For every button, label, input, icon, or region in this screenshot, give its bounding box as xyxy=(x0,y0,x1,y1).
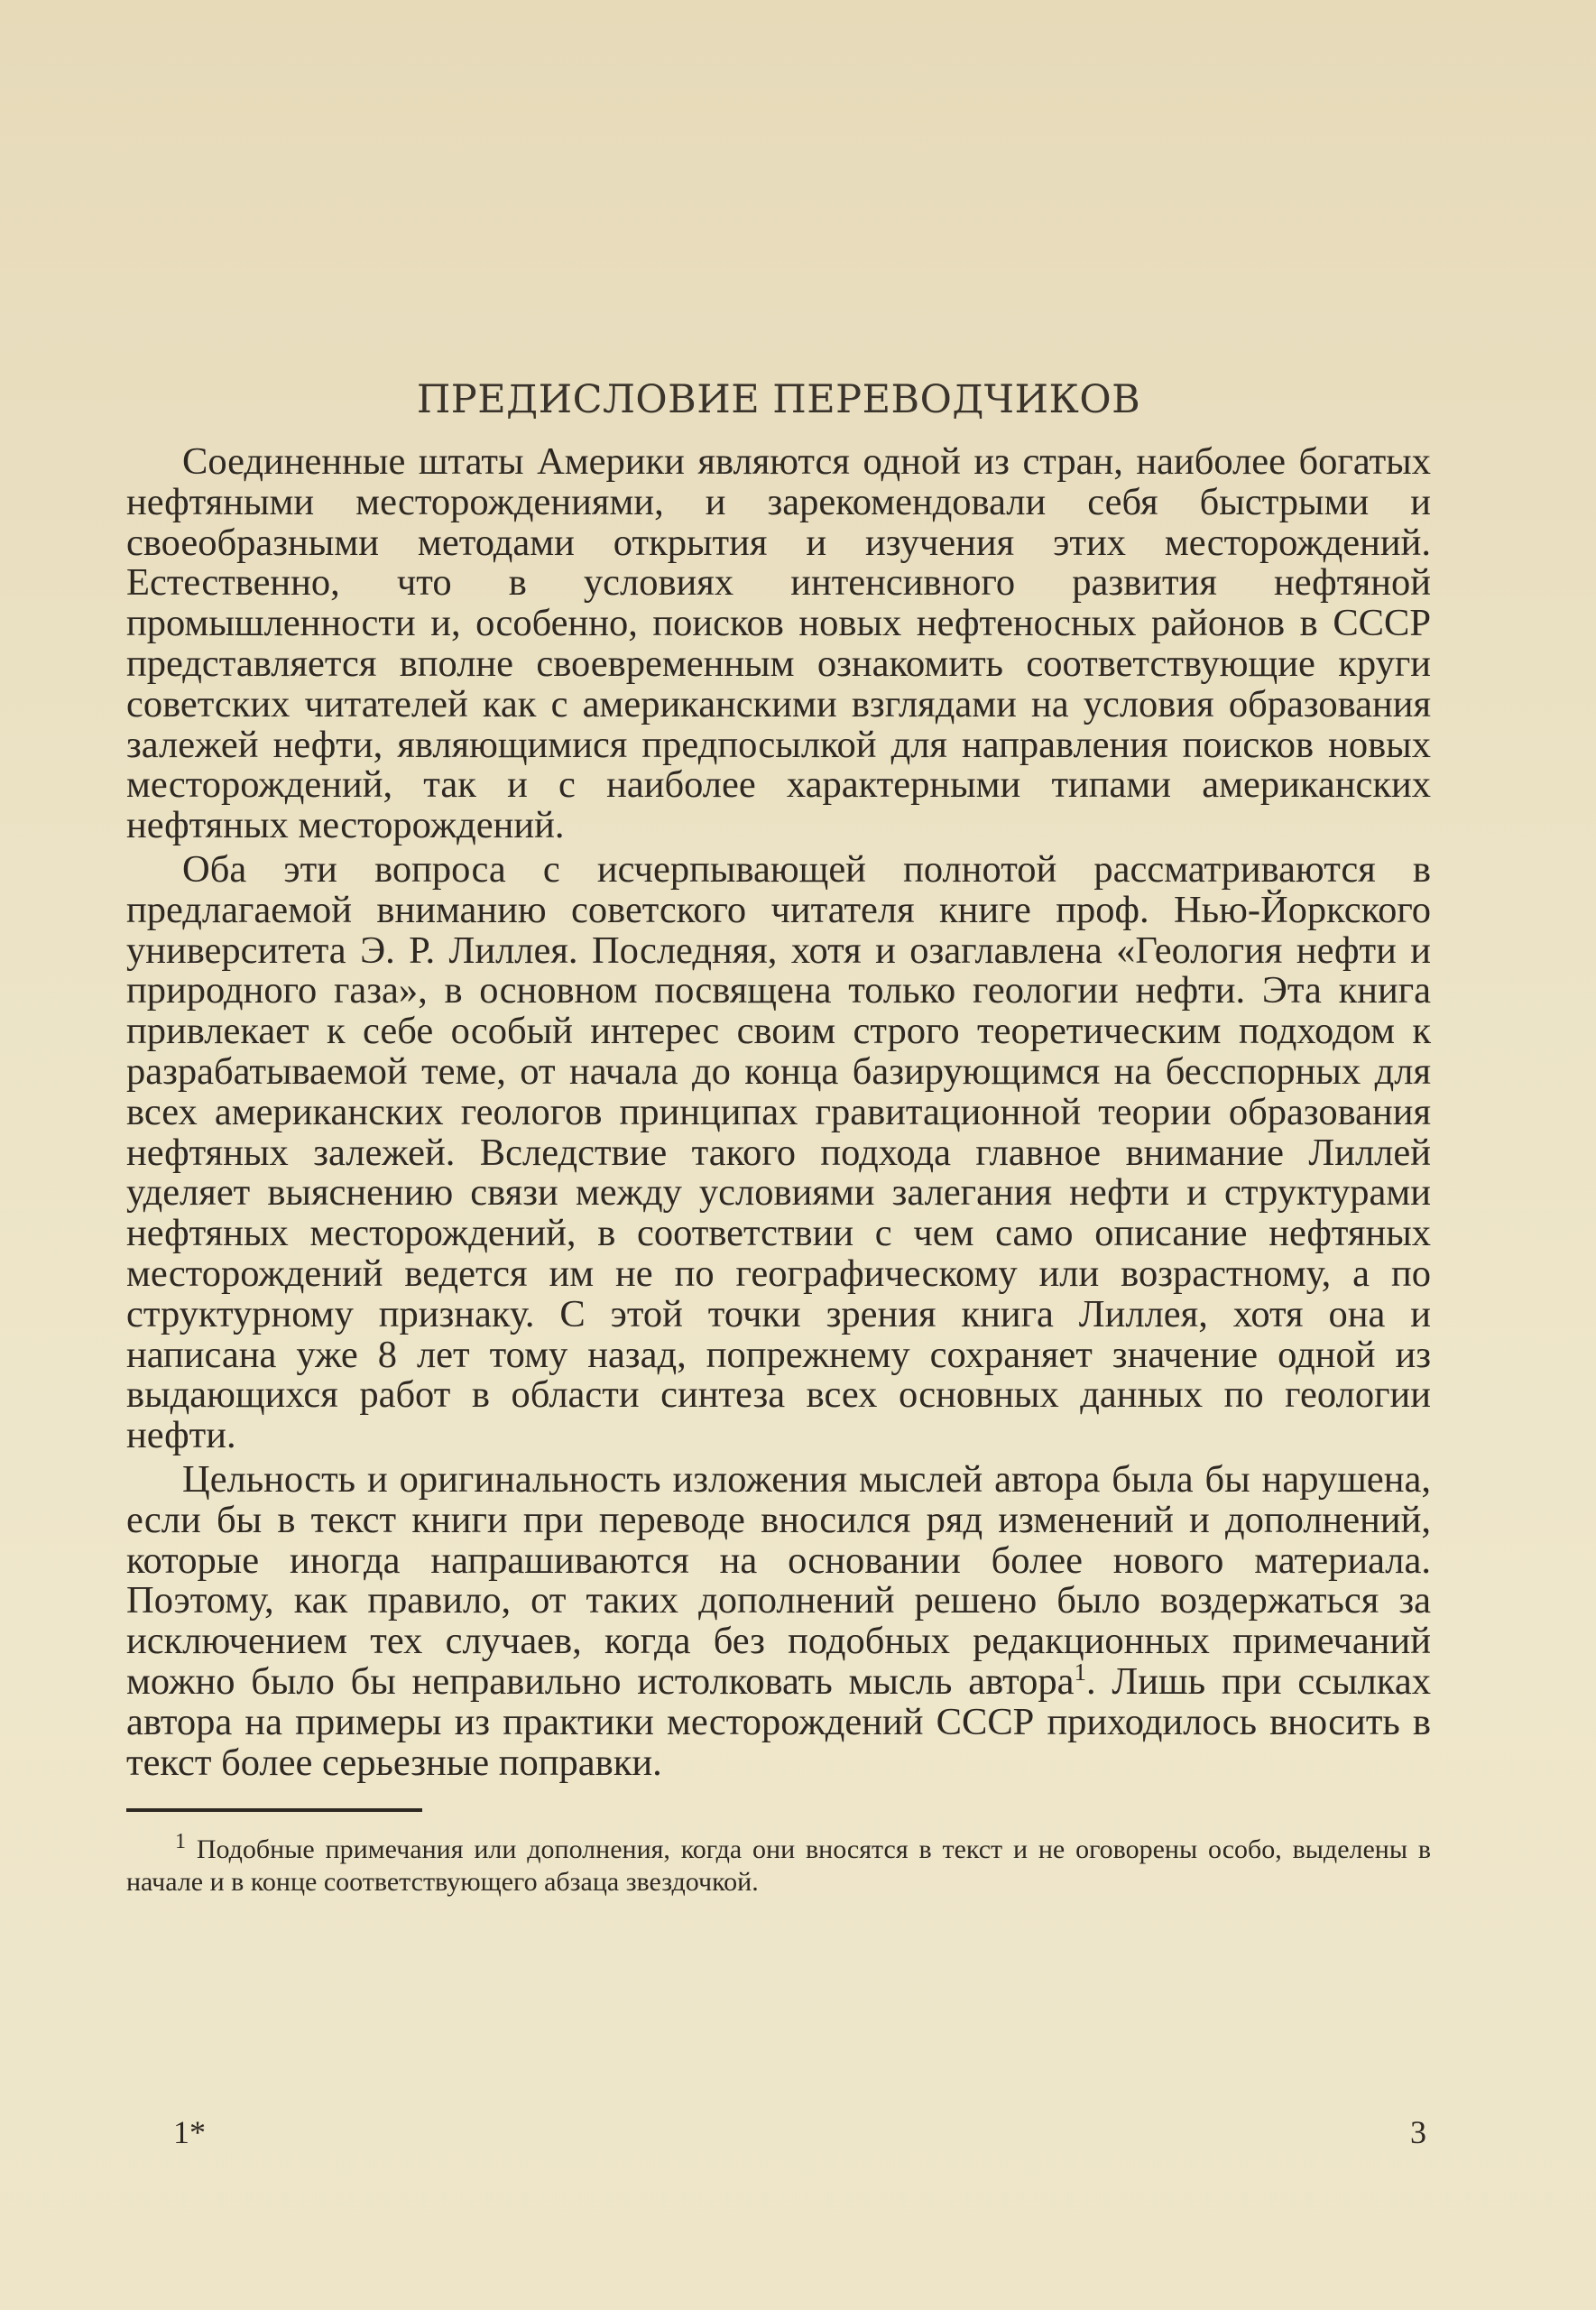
footnote xyxy=(126,1830,1432,1899)
footnote-number: 1 xyxy=(175,1830,186,1854)
footnote-reference[interactable]: 1 xyxy=(1074,1658,1086,1686)
page-number: 3 xyxy=(1410,2114,1426,2150)
page-content xyxy=(126,377,1431,1899)
paragraph-3-end: . Лишь при ссылках автора на примеры из практики месторождений СССР приходилось вносить в текст более серьезные поправки. xyxy=(126,1659,1431,1784)
paragraph-3 xyxy=(126,1457,1431,1784)
footnote-text: Подобные примечания или дополнения, когда они вносятся в текст и не оговорены особо, выделены в начале и в конце соответствующего абзаца звездочкой. xyxy=(126,1834,1432,1898)
paragraph-1: Соединенные штаты Америки являются одной из стран, наиболее богатых нефтяными месторождениями, и зарекомендовали себя быстрыми и своеобразными методами открытия и изучения этих месторождений. Естественно, что в условиях интенсивного развития нефтяной промышленности и, особенно, поисков новых нефтеносных районов в СССР представляется вполне своевременным ознакомить соответствующие круги советских читателей как с американскими взглядами на условия образования залежей нефти, являющимися предпосылкой для направления поисков новых месторождений, так и с наиболее характерными типами американских нефтяных месторождений. xyxy=(126,440,1431,847)
signature-mark: 1* xyxy=(173,2114,206,2150)
paragraph-3-text: Цельность и оригинальность изложения мыслей автора была бы нарушена, если бы в текст книги при переводе вносился ряд изменений и дополнений, которые иногда напрашиваются на основании более нового материала. Поэтому, как правило, от таких дополнений решено было воздержаться за исключением тех случаев, когда без подобных редакционных примечаний можно было бы неправильно истолковать мысль автора xyxy=(126,1457,1431,1703)
page-title: ПРЕДИСЛОВИЕ ПЕРЕВОДЧИКОВ xyxy=(416,377,1141,422)
paragraph-2: Оба эти вопроса с исчерпывающей полнотой рассматриваются в предлагаемой вниманию советского читателя книге проф. Нью-Йоркского университета Э. Р. Лиллея. Последняя, хотя и озаглавлена «Геология нефти и природного газа», в основном посвящена только геологии нефти. Эта книга привлекает к себе особый интерес своим строго теоретическим подходом к разрабатываемой теме, от начала до конца базирующимся на бесспорных для всех американских геологов принципах гравитационной теории образования нефтяных залежей. Вследствие такого подхода главное внимание Лиллей уделяет выяснению связи между условиями залегания нефти и структурами нефтяных месторождений, в соответствии с чем само описание нефтяных месторождений ведется им не по географическому или возрастному, а по структурному признаку. С этой точки зрения книга Лиллея, хотя она и написана уже 8 лет тому назад, попрежнему сохраняет значение одной из выдающихся работ в области синтеза всех основных данных по геологии нефти. xyxy=(126,847,1431,1457)
footnote-rule xyxy=(126,1808,422,1812)
